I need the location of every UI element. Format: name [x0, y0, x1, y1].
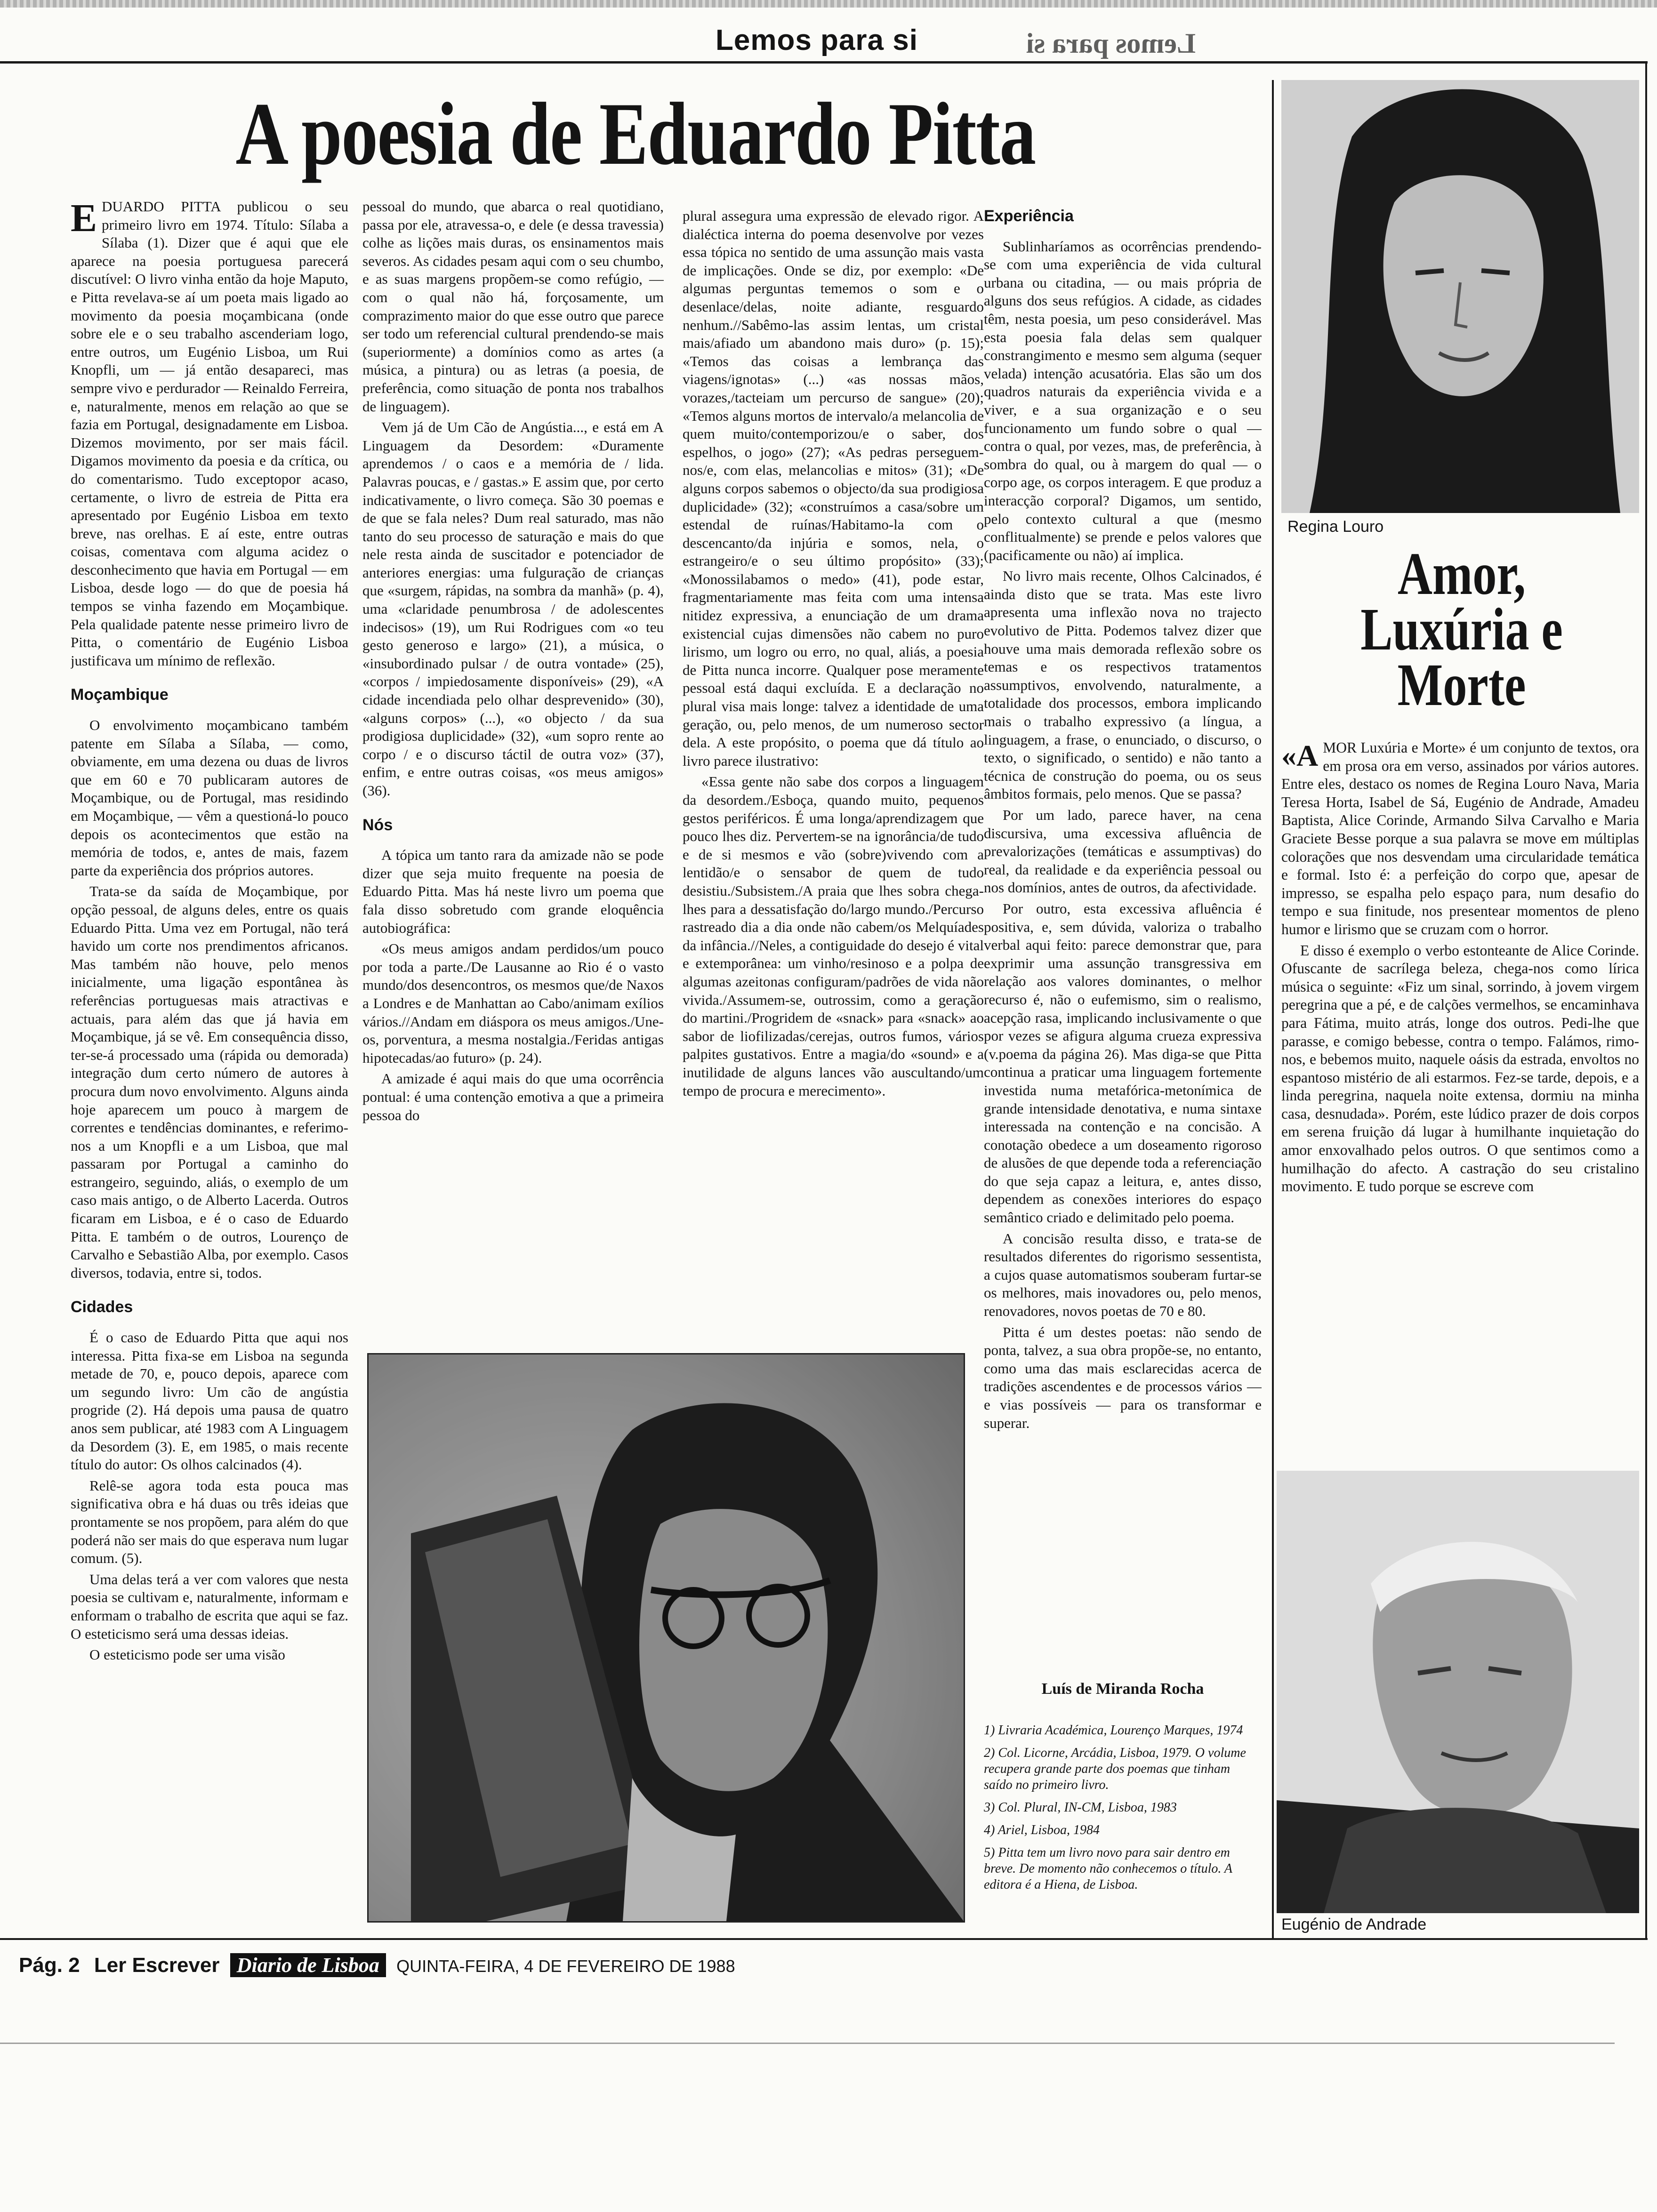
- paragraph: Por outro, esta excessiva afluência é positiva, e, sem dúvida, valoriza o trabalho verbal aqui feito: parece demonstrar que, para exprimir uma assunção transgressiva em relação aos valores dominantes, o melhor recurso é, não o eufemismo, sim o realismo, acepção rasa, implicando inclusivamente o que por vezes se afigura alguma crueza expressiva (v.poema da página 26). Mas diga-se que Pitta continua a praticar uma linguagem fortemente investida numa metafórica-metonímica de grande intensidade denotativa, e numa sintaxe interessada na contenção e na concisão. A conotação obedece a um doseamento rigoroso de alusões de que depende toda a referenciação do que seja capaz a leitura, e, antes disso, dependem as conexões interiores do espaço semântico criado e delimitado pelo poema.: [984, 900, 1262, 1226]
- paragraph: É o caso de Eduardo Pitta que aqui nos interessa. Pitta fixa-se em Lisboa na segunda metade de 70, e, pouco depois, aparece com um segundo livro: Um cão de angústia progride (2). Há depois uma pausa de quatro anos sem publicar, até 1983 com A Linguagem da Desordem (3). E, em 1985, o mais recente título do autor: Os olhos calcinados (4).: [71, 1329, 348, 1473]
- paragraph: A tópica um tanto rara da amizade não se pode dizer que seja muito frequente na poesia de Eduardo Pitta. Mas há neste livro um poema que fala disso sobretudo com grande eloquência autobiográfica:: [362, 847, 664, 936]
- paragraph: MOR Luxúria e Morte» é um conjunto de textos, ora em prosa ora em verso, assinados por vários autores. Entre eles, destaco os nomes de Regina Louro Nava, Maria Teresa Horta, Isabel de Sá, Eugénio de Andrade, Amadeu Baptista, Alice Corinde, Armando Silva Carvalho e Maria Graciete Besse porque a sua palavra se move em múltiplas colorações que nos desvendam uma circularidade temática e formal. Isto é: a perfeição do corpo que, apesar de impresso, se espalha pelo espaço para, num desafio do tempo e sua finitude, nos presentear momentos de pleno humor e lirismo que se cruzam com o horror.: [1281, 739, 1639, 938]
- paragraph: «Essa gente não sabe dos corpos a linguagem da desordem./Esboça, quando muito, pequenos gestos periféricos. É uma longa/aprendizagem que pouco lhes diz. Pervertem-se na ignorância/de tudo e de si mesmos e vão (sobre)vivendo com a lentidão/e o sensabor de quem de tudo desistiu./Subsistem./A praia que lhes sobra chega-lhes para a dessatisfação do/largo mundo./Percurso rastreado dia a dia onde não cabem/os Melquíades da infância.//Neles, a contiguidade do desejo é vital e extemporânea: um vinho/resinoso e a polpa de algumas azeitonas configuram/padrões de vida não vivida./Assumem-se, outrossim, como a geração do martini./Progridem de «snack» para «snack» ao sabor de liofilizadas/cerejas, outros fumos, vários palpites gustativos. Entre a magia/do «sound» e a inutilidade de alguns lances vão auscultando/um tempo de procura e merecimento».: [683, 773, 984, 1099]
- section-title: Lemos para si: [716, 24, 918, 56]
- masthead-logo: Diario de Lisboa: [230, 1953, 386, 1977]
- article-column-1: [71, 198, 348, 1930]
- paragraph: Por um lado, parece haver, na cena discursiva, uma excessiva afluência de prevalorizações (temáticas e assumptivas) do real, da realidade e da experiência pessoal ou nos domínios, antes de outros, da afectividade.: [984, 807, 1262, 896]
- section-title-bleedthrough: Lemos para si: [1026, 28, 1196, 59]
- paragraph: «Os meus amigos andam perdidos/um pouco por toda a parte./De Lausanne ao Rio é o vasto mundo/dos desencontros, os mesmos que/de Naxos a Londres e de Manhattan ao Cabo/animam exílios vários.//Andam em diáspora os meus amigos./Une-os, porventura, a mesma nostalgia./Feridas antigas hipotecadas/ao futuro» (p. 24).: [362, 940, 664, 1066]
- paragraph: E disso é exemplo o verbo estonteante de Alice Corinde. Ofuscante de sacrílega beleza, chega-nos como lírica música o seguinte: «Fiz um sinal, sorrindo, à jovem virgem peregrina que a pé, e de calções vermelhos, se encaminhava para Fátima, muito atrás, longe dos outros. Pedi-lhe que parasse, e comigo bebesse, contra o tempo. Falámos, rimo-nos, e bebemos muito, naquele oásis da estrada, envoltos no espantoso mistério de ali estarmos. Fez-se tarde, depois, e a linda peregrina, naquela noite extensa, dormiu na minha casa, desnudada». Porém, este lúdico prazer de dois corpos em serena fruição dá lugar à humilhante inquietação do amor enxovalhado pelos outros. O que sentimos como a humilhação do afecto. A castração do seu cristalino movimento. E tudo porque se escreve com: [1281, 942, 1639, 1195]
- side-headline: Amor, Luxúria e Morte: [1360, 540, 1563, 718]
- supplement-name: Ler Escrever: [94, 1954, 220, 1977]
- regina-louro-photo: [1281, 80, 1639, 513]
- subheading-mocambique: Moçambique: [71, 686, 169, 704]
- top-rule: [0, 61, 1648, 64]
- issue-date: QUINTA-FEIRA, 4 DE FEVEREIRO DE 1988: [396, 1956, 735, 1976]
- side-column-rule: [1272, 80, 1274, 1939]
- right-frame-rule: [1645, 61, 1647, 1939]
- footnote: 3) Col. Plural, IN-CM, Lisboa, 1983: [984, 1800, 1177, 1815]
- paragraph: pessoal do mundo, que abarca o real quotidiano, passa por ele, atravessa-o, e dele (e dessa travessia) colhe as lições mais duras, os ensinamentos mais severos. As cidades pesam aqui com o seu chumbo, e as suas margens propõem-se como refúgio, — com o qual não há, forçosamente, um comprazimento maior do que esse outro que parece ser todo um referencial cultural prendendo-se mais (superiormente) a domínios como as artes (a música, a pintura) ou as letras (a poesia, de preferência, como situação de ponta nos trabalhos de linguagem).: [362, 198, 664, 415]
- paragraph: plural assegura uma expressão de elevado rigor. A dialéctica interna do poema desenvolve por vezes essa tópica no sentido de uma assunção mais vasta de implicações. Onde se diz, por exemplo: «De algumas perguntas tememos o som e o desenlace/delas, noite adiante, resguardo nenhum.//Sabêmo-las assim lentas, um cristal mais/afiado um abandono mais duro» (p. 15); «Temos das coisas a lembrança das viagens/ignotas» (...) «as nossas mãos, vorazes,/tacteiam um percurso de sangue» (20); «Temos alguns mortos de intervalo/a melancolia de quem muito/contemporizou/e o saber, dos espelhos, o jogo» (27); «As pedras perseguem-nos/e, com elas, melancolias e mitos» (31); «De alguns corpos sabemos o objecto/da sua prodigiosa duplicidade» (32); «construímos a casa/sobre um estendal de ruínas/Habitamo-la com o descencanto/da injúria e somos, nela, o estrangeiro/e o seu último propósito» (33); «Monossilabamos o medo» (41), pode estar, fragmentariamente mas feita com uma intensa nitidez expressiva, a enunciação de um drama existencial cujas dimensões não cabem no puro lirismo, um logro ou erro, no qual, aliás, a poesia de Pitta nunca incorre. Qualquer pose meramente pessoal está daqui excluída. E a declaração no plural visa mais longe: talvez a identidade de uma geração, ou, pelo menos, de um numeroso sector dela. A este propósito, o poema que dá título ao livro parece ilustrativo:: [683, 208, 984, 769]
- paragraph: Uma delas terá a ver com valores que nesta poesia se cultivam e, naturalmente, informam e enformam o trabalho de escrita que aqui se faz. O esteticismo será uma dessas ideias.: [71, 1571, 348, 1642]
- scan-rule: [0, 2043, 1615, 2044]
- article-column-4: [984, 207, 1262, 1675]
- subheading-experiencia: Experiência: [984, 207, 1074, 225]
- footnote: 1) Livraria Académica, Lourenço Marques, 1974: [984, 1723, 1243, 1738]
- footnote: 4) Ariel, Lisboa, 1984: [984, 1823, 1100, 1837]
- paragraph: O esteticismo pode ser uma visão: [89, 1646, 285, 1663]
- headline: A poesia de Eduardo Pitta: [235, 85, 1036, 184]
- paragraph: Sublinharíamos as ocorrências prendendo-se com uma experiência de vida cultural urbana ou citadina, — ou mais própria de alguns dos seus refúgios. A cidade, as cidades têm, nesta poesia, um peso considerável. Mas esta poesia fala delas sem qualquer constrangimento e mesmo sem alguma (sequer velada) intenção acusatória. Elas são um dos quadros naturais da experiência vivida e a viver, e a sua organização e o seu funcionamento um fundo sobre o qual — contra o qual, por vezes, mas, de preferência, à sombra do qual, ou à margem do qual — o corpo age, os corpos interagem. E que produz a interacção corporal? Digamos, um sentido, pelo contexto cultural a que (mesmo conflitualmente) se prende e pelos valores que (pacificamente ou não) aí implica.: [984, 238, 1262, 563]
- paragraph: No livro mais recente, Olhos Calcinados, é ainda disto que se trata. Mas este livro apresenta uma inflexão nova no trajecto evolutivo de Pitta. Podemos talvez dizer que houve uma mais demorada reflexão sobre os temas e os respectivos tratamentos assumptivos, envolvendo, naturalmente, a totalidade dos processos, embora implicando mais o trabalho expressivo (a língua, a linguagem, a frase, o enunciado, o discurso, o texto, o significado, o sentido) e não tanto a técnica de construção do poema, ou os seus âmbitos formais, pelo menos. Que se passa?: [984, 568, 1262, 802]
- subheading-nos: Nós: [362, 816, 393, 834]
- paragraph: O envolvimento moçambicano também patente em Sílaba a Sílaba, — como, obviamente, em uma dezena ou duas de livros que em 60 e 70 publicaram autores de Moçambique, ou de Portugal, mas residindo em Moçambique, — vêm a questioná-lo pouco depois os acontecimentos que estão na memória de todos, e, antes de mais, fazem parte da experiência dos próprios autores.: [71, 717, 348, 879]
- dropcap: E: [71, 198, 97, 240]
- eugenio-de-andrade-photo: [1277, 1471, 1639, 1913]
- paragraph: A concisão resulta disso, e trata-se de resultados diferentes do rigorismo sessentista, a cujos quase automatismos souberam furtar-se os melhores, mais inovadores ou, pelo menos, renovadores, novos poetas de 70 e 80.: [984, 1230, 1262, 1320]
- article-column-2: [362, 198, 664, 1346]
- footnote: 2) Col. Licorne, Arcádia, Lisboa, 1979. O volume recupera grande parte dos poemas que tinham saído no primeiro livro.: [984, 1746, 1246, 1792]
- side-article-text: [1281, 739, 1639, 1464]
- footnote: 5) Pitta tem um livro novo para sair dentro em breve. De momento não conhecemos o título. A editora é a Hiena, de Lisboa.: [984, 1845, 1232, 1892]
- intro-paragraph: DUARDO PITTA publicou o seu primeiro livro em 1974. Título: Sílaba a Sílaba (1). Dizer que é aqui que ele aparece na poesia portuguesa parecerá discutível: O livro vinha então da hoje Maputo, e Pitta revelava-se aí um poeta mais ligado ao movimento da poesia moçambicana (onde sobre ele e o seu trabalho ascenderiam logo, entre outros, um Eugénio Lisboa, um Rui Knopfli, um — já então desapareci, mas sempre vivo e perdurador — Reinaldo Ferreira, e, naturalmente, menos em relação ao que se fazia em Portugal, designadamente em Lisboa. Dizemos movimento, por ser mais fácil. Digamos movimento da poesia e da crítica, ou do comentarismo. Tudo exceptopor acaso, certamente, o livro de estreia de Pitta era apresentado por Eugénio Lisboa em texto breve, nas orelhas. E aí este, entre outras coisas, comentava com alguma acidez o desconhecimento que havia em Portugal — em Lisboa, desde logo — do que de poesia há tempos se vinha fazendo em Moçambique. Pela qualidade patente nesse primeiro livro de Pitta, o comentário de Eugénio Lisboa justificava um mínimo de reflexão.: [71, 198, 348, 669]
- bottom-rule: [0, 1938, 1648, 1940]
- article-author: Luís de Miranda Rocha: [1041, 1680, 1204, 1698]
- poet-photo: [367, 1353, 965, 1923]
- paragraph: Vem já de Um Cão de Angústia..., e está em A Linguagem da Desordem: «Duramente aprendemos / o caos e a memória de / lida. Palavras poucas, e / gastas.» E assim que, por certo indicativamente, o livro começa. São 30 poemas e de que se fala neles? Dum real saturado, mas não tanto do seu processo de saturação e mais do que nele resta ainda de suscitador e potenciador de anteriores energias: uma fulguração de crianças que «surgem, rápidas, na sombra da manhã» (p. 4), uma «claridade penumbrosa / de adolescentes indecisos» (19), um Rui Rodrigues com «o teu gesto generoso e largo» (21), a música, o «insubordinado pulsar / de outra vontade» (25), «corpos / impiedosamente disponíveis» (29), «A cidade incendiada pelo olhar desprevenido» (30), «alguns corpos» (...), «o objecto / da sua prodigiosa duplicidade» (32), «um sopro rente ao corpo / e o discurso táctil de outra voz» (37), enfim, e entre outras coisas, «os meus amigos» (36).: [362, 419, 664, 799]
- subheading-cidades: Cidades: [71, 1298, 133, 1316]
- article-column-3: [683, 207, 984, 1346]
- photo-caption-regina: Regina Louro: [1287, 518, 1384, 536]
- paragraph: A amizade é aqui mais do que uma ocorrência pontual: é uma contenção emotiva a que a primeira pessoa do: [362, 1070, 664, 1123]
- page-footer: [19, 1953, 735, 1977]
- paragraph: Pitta é um destes poetas: não sendo de ponta, talvez, a sua obra propõe-se, no entanto, como uma das mais esclarecidas acerca de tradições ascendentes e de processos vários — e vias possíveis — para os transformar e superar.: [984, 1323, 1262, 1431]
- paragraph: Trata-se da saída de Moçambique, por opção pessoal, de alguns deles, entre os quais Eduardo Pitta. Uma vez em Portugal, não terá havido um corte nos prendimentos africanos. Mas também não houve, pelo menos inicialmente, uma ligação espontânea às referências portuguesas mais atractivas e actuais, para além das que já havia em Moçambique, já se vê. Em consequência disso, ter-se-á processado uma (rápida ou demorada) integração dum certo número de autores à procura dum novo envolvimento. Alguns ainda hoje aparecem um pouco à margem de correntes e tendências dominantes, e referimo-nos a um Knopfli e a um Lisboa, que mal passaram por Portugal a caminho do estrangeiro, seguindo, aliás, o exemplo de um caso mais antigo, o de Alberto Lacerda. Outros ficaram em Lisboa, e é o caso de Eduardo Pitta. E também o de outros, Lourenço de Carvalho e Sebastião Alba, por exemplo. Casos diversos, todavia, entre si, todos.: [71, 883, 348, 1281]
- footnotes: [984, 1723, 1262, 1930]
- side-dropcap: «A: [1281, 739, 1319, 772]
- scan-edge: [0, 0, 1657, 8]
- paragraph: Relê-se agora toda esta pouca mas significativa obra e há duas ou três ideias que prontamente se nos propõem, para além do que poderá não ser mais do que esperava num lugar comum. (5).: [71, 1477, 348, 1567]
- photo-caption-eugenio: Eugénio de Andrade: [1281, 1915, 1427, 1933]
- page-number: Pág. 2: [19, 1954, 80, 1977]
